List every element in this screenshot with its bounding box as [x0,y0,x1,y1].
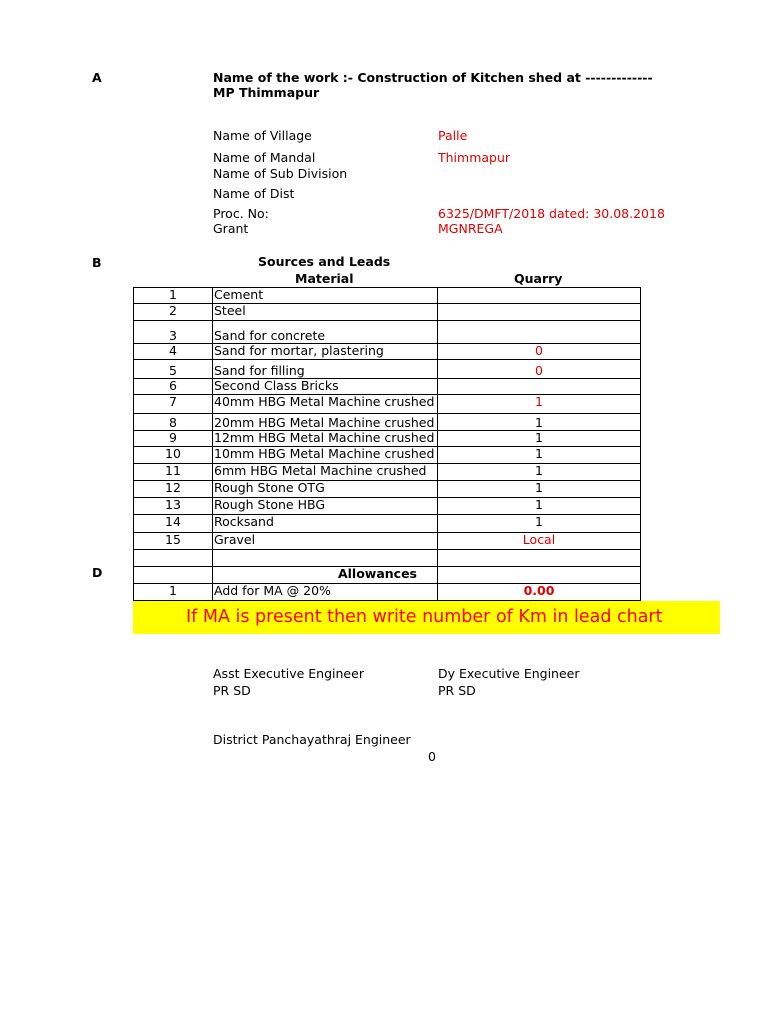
row-material-text: Steel [214,303,246,318]
blank-cell [437,549,641,567]
row-material [212,303,438,321]
row-material [212,497,438,515]
row-material-text: Gravel [214,532,256,547]
dy-engineer-office: PR SD [438,683,476,698]
proc-value: 6325/DMFT/2018 dated: 30.08.2018 [438,206,665,221]
district-engineer-title: District Panchayathraj Engineer [213,732,411,747]
row-quarry-text: 0 [535,363,543,378]
row-number-text: 9 [169,430,177,445]
allowances-title-text: Allowances [337,566,417,581]
allowances-blank-cell [133,566,213,584]
row-number [133,394,213,414]
allowance-number-text: 1 [169,583,177,598]
row-quarry [437,497,641,515]
row-material [212,514,438,533]
row-quarry [437,514,641,533]
row-material-text: Sand for concrete [214,328,326,343]
row-number [133,446,213,464]
row-material-text: Second Class Bricks [214,378,339,393]
row-material [212,378,438,395]
table-row [133,359,641,379]
row-number-text: 12 [165,480,181,495]
allowance-row [133,583,641,601]
sources-leads-title: Sources and Leads [258,254,391,269]
row-material-text: Cement [214,287,264,302]
row-quarry [437,480,641,498]
row-quarry-text: 0 [535,343,543,358]
allowances-title [212,566,438,584]
row-material-text: 12mm HBG Metal Machine crushed [214,430,435,445]
row-quarry-text: 1 [535,480,543,495]
row-number-text: 5 [169,363,177,378]
table-row [133,463,641,481]
row-quarry [437,430,641,447]
table-row [133,343,641,360]
row-quarry-text: 1 [535,430,543,445]
row-number-text: 10 [165,446,181,461]
section-b-letter: B [92,255,102,270]
blank-cell [133,549,213,567]
row-number [133,413,213,431]
row-number-text: 11 [165,463,181,478]
grant-value: MGNREGA [438,221,503,236]
row-material [212,320,438,344]
mandal-value: Thimmapur [438,150,511,165]
row-quarry [437,463,641,481]
table-row [133,430,641,447]
row-quarry [437,394,641,414]
section-a-letter: A [92,70,102,85]
row-material [212,430,438,447]
row-quarry [437,287,641,304]
village-value: Palle [438,128,468,143]
row-material-text: Sand for mortar, plastering [214,343,384,358]
footer-value: 0 [428,749,436,764]
table-row [133,446,641,464]
blank-cell [212,549,438,567]
allowance-label-text: Add for MA @ 20% [214,583,331,598]
row-material-text: 6mm HBG Metal Machine crushed [214,463,427,478]
row-quarry-text: 1 [535,415,543,430]
subdivision-label: Name of Sub Division [213,166,348,181]
row-number-text: 13 [165,497,181,512]
table-row [133,497,641,515]
row-quarry-text: 1 [535,446,543,461]
row-number [133,497,213,515]
village-label: Name of Village [213,128,312,143]
work-title-line1: Name of the work :- Construction of Kitchen shed at ------------- [213,70,653,85]
row-number-text: 15 [165,532,181,547]
row-material [212,359,438,379]
dist-label: Name of Dist [213,186,295,201]
row-number-text: 2 [169,303,177,318]
row-material-text: Rocksand [214,514,274,529]
grant-label: Grant [213,221,249,236]
row-material [212,480,438,498]
row-quarry [437,320,641,344]
section-d-letter: D [92,565,103,580]
asst-engineer-title: Asst Executive Engineer [213,666,364,681]
row-material [212,446,438,464]
col-header-material: Material [295,271,354,286]
row-material-text: 20mm HBG Metal Machine crushed [214,415,435,430]
row-number [133,463,213,481]
table-row [133,394,641,414]
row-quarry [437,378,641,395]
dy-engineer-title: Dy Executive Engineer [438,666,580,681]
row-quarry-text: 1 [535,497,543,512]
asst-engineer-office: PR SD [213,683,251,698]
table-row-blank [133,549,641,567]
row-quarry-text: 1 [535,463,543,478]
table-row [133,413,641,431]
allowance-value [437,583,641,601]
row-material-text: Rough Stone HBG [214,497,326,512]
row-number-text: 1 [169,287,177,302]
row-number [133,532,213,550]
col-header-quarry: Quarry [514,271,563,286]
proc-label: Proc. No: [213,206,269,221]
row-material [212,463,438,481]
row-number [133,303,213,321]
row-quarry [437,303,641,321]
row-material [212,532,438,550]
row-number [133,378,213,395]
table-row [133,378,641,395]
row-material [212,343,438,360]
table-row [133,514,641,533]
ma-instruction-banner [133,601,720,634]
row-number-text: 6 [169,378,177,393]
table-row [133,480,641,498]
row-material [212,413,438,431]
row-number-text: 3 [169,328,177,343]
table-row [133,320,641,344]
row-number [133,343,213,360]
row-number-text: 7 [169,394,177,409]
mandal-label: Name of Mandal [213,150,316,165]
row-number-text: 4 [169,343,177,358]
row-quarry-text: 1 [535,514,543,529]
row-quarry [437,446,641,464]
row-quarry [437,532,641,550]
row-quarry [437,359,641,379]
work-title-line2: MP Thimmapur [213,85,320,100]
row-quarry [437,343,641,360]
allowances-blank-cell [437,566,641,584]
row-quarry [437,413,641,431]
row-material-text: 10mm HBG Metal Machine crushed [214,446,435,461]
row-number [133,287,213,304]
table-row [133,287,641,304]
row-material [212,287,438,304]
row-material-text: 40mm HBG Metal Machine crushed [214,394,435,409]
row-number [133,430,213,447]
row-quarry-text: Local [522,532,556,547]
row-quarry-text: 1 [535,394,543,409]
allowances-header-row [133,566,641,584]
row-number [133,514,213,533]
row-material [212,394,438,414]
row-number [133,359,213,379]
banner-text: If MA is present then write number of Km in lead chart [186,607,663,627]
row-material-text: Sand for filling [214,363,305,378]
allowance-number [133,583,213,601]
row-number-text: 8 [169,415,177,430]
table-row [133,532,641,550]
allowance-label [212,583,438,601]
allowance-value-text: 0.00 [523,583,555,598]
table-row [133,303,641,321]
row-number-text: 14 [165,514,181,529]
row-number [133,480,213,498]
row-number [133,320,213,344]
row-material-text: Rough Stone OTG [214,480,325,495]
